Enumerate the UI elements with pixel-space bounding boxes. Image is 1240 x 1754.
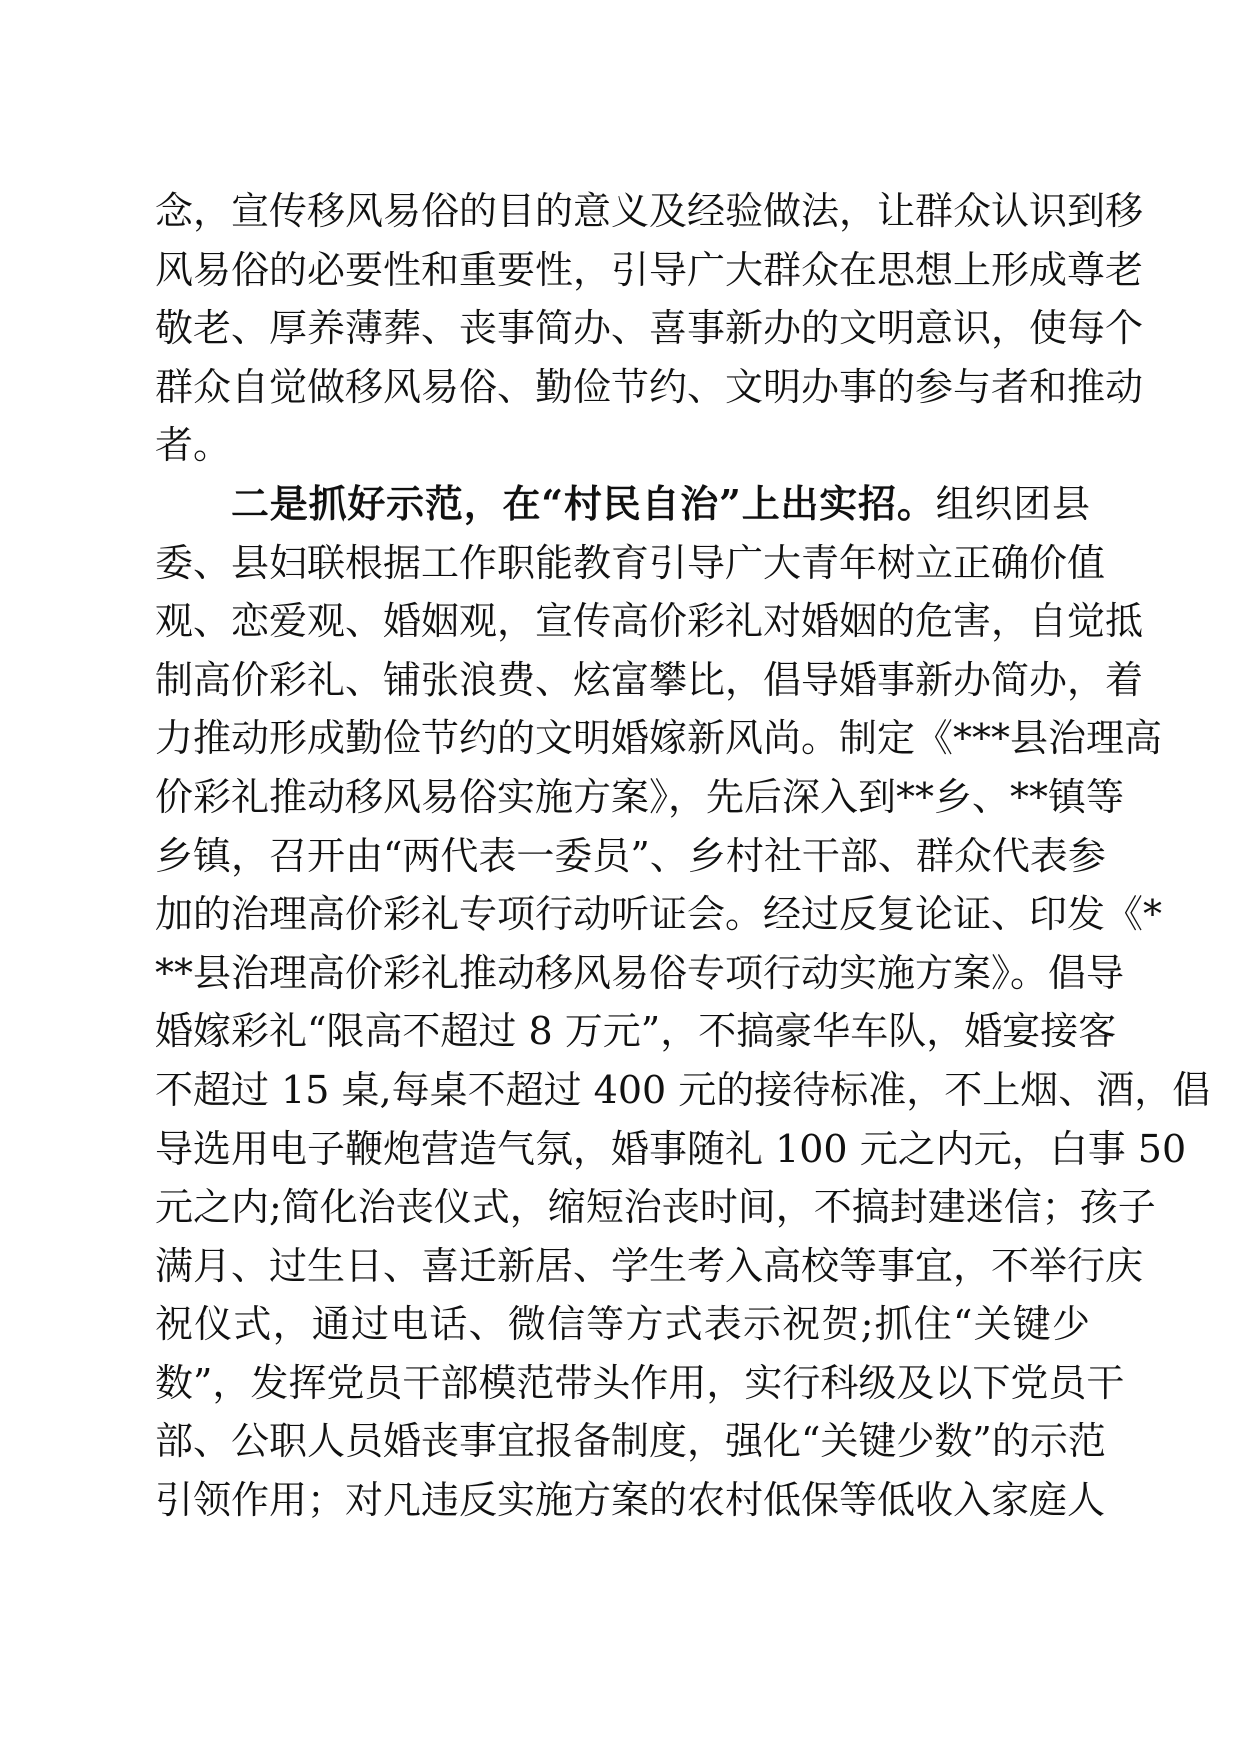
paragraph-1 bbox=[155, 182, 1144, 475]
text-line: 力推动形成勤俭节约的文明婚嫁新风尚。制定《***县治理高 bbox=[155, 716, 1163, 761]
text-line: 元之内;简化治丧仪式，缩短治丧时间，不搞封建迷信；孩子 bbox=[155, 1185, 1156, 1230]
text-line: 部、公职人员婚丧事宜报备制度，强化“关键少数”的示范 bbox=[155, 1419, 1106, 1464]
text-line: 敬老、厚养薄葬、丧事简办、喜事新办的文明意识，使每个 bbox=[155, 306, 1144, 351]
text-line: 风易俗的必要性和重要性，引导广大群众在思想上形成尊老 bbox=[155, 247, 1144, 292]
text-line: 价彩礼推动移风易俗实施方案》，先后深入到**乡、**镇等 bbox=[155, 774, 1125, 819]
heading-line-rest: 组织团县 bbox=[935, 481, 1090, 526]
text-line: 委、县妇联根据工作职能教育引导广大青年树立正确价值 bbox=[155, 540, 1106, 585]
text-line: 加的治理高价彩礼专项行动听证会。经过反复论证、印发《* bbox=[155, 892, 1163, 937]
paragraph-first-line bbox=[155, 475, 1090, 534]
text-line: 者。 bbox=[155, 423, 232, 468]
text-line: 观、恋爱观、婚姻观，宣传高价彩礼对婚姻的危害，自觉抵 bbox=[155, 599, 1144, 644]
paragraph-2 bbox=[155, 475, 1211, 1530]
text-line: 制高价彩礼、铺张浪费、炫富攀比，倡导婚事新办简办，着 bbox=[155, 657, 1144, 702]
text-line: 念，宣传移风易俗的目的意义及经验做法，让群众认识到移 bbox=[155, 189, 1144, 233]
text-line: 祝仪式，通过电话、微信等方式表示祝贺;抓住“关键少 bbox=[155, 1302, 1090, 1347]
body-text bbox=[155, 182, 1211, 1530]
text-line: 不超过 15 桌,每桌不超过 400 元的接待标准，不上烟、酒，倡 bbox=[155, 1067, 1211, 1112]
text-line: 导选用电子鞭炮营造气氛，婚事随礼 100 元之内元，白事 50 bbox=[155, 1126, 1187, 1171]
paragraph-heading: 二是抓好示范，在“村民自治”上出实招。 bbox=[231, 480, 936, 526]
text-line: 乡镇，召开由“两代表一委员”、乡村社干部、群众代表参 bbox=[155, 833, 1106, 878]
text-line: 婚嫁彩礼“限高不超过 8 万元”，不搞豪华车队，婚宴接客 bbox=[155, 1009, 1117, 1054]
text-line: 数”，发挥党员干部模范带头作用，实行科级及以下党员干 bbox=[155, 1360, 1125, 1405]
text-line: 引领作用；对凡违反实施方案的农村低保等低收入家庭人 bbox=[155, 1478, 1106, 1523]
text-line: **县治理高价彩礼推动移风易俗专项行动实施方案》。倡导 bbox=[155, 950, 1125, 995]
text-line: 满月、过生日、喜迁新居、学生考入高校等事宜，不举行庆 bbox=[155, 1243, 1144, 1288]
text-line: 群众自觉做移风易俗、勤俭节约、文明办事的参与者和推动 bbox=[155, 364, 1144, 409]
